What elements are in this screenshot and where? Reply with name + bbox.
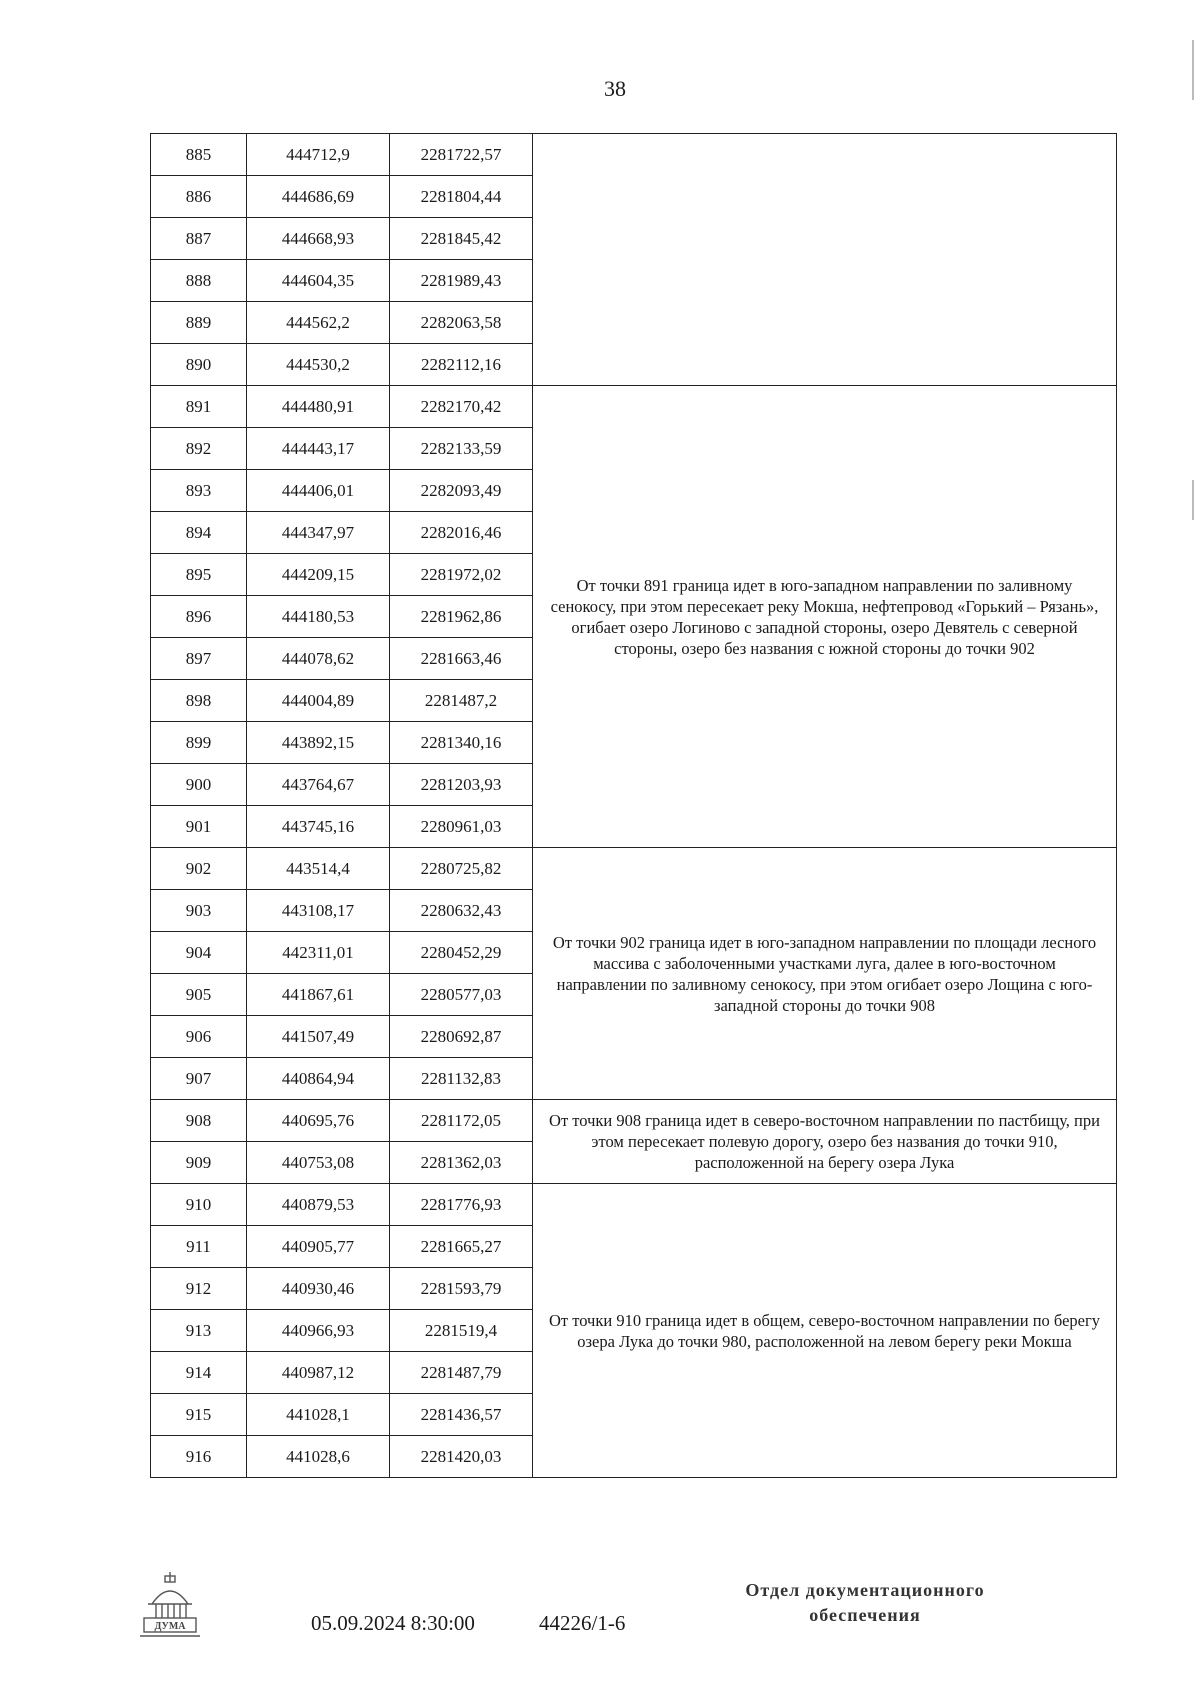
coordinate-y-cell: 2281972,02 bbox=[390, 554, 533, 596]
point-number-cell: 903 bbox=[151, 890, 247, 932]
point-number-cell: 902 bbox=[151, 848, 247, 890]
coordinate-x-cell: 440753,08 bbox=[247, 1142, 390, 1184]
boundary-description-cell: От точки 891 граница идет в юго-западном направлении по заливному сенокосу, при этом пересекает реку Мокша, нефтепровод «Горький – Рязань», огибает озеро Логиново с западной стороны, озеро Девятель с северной стороны, озеро без названия с южной стороны до точки 902 bbox=[533, 386, 1117, 848]
coordinate-x-cell: 440864,94 bbox=[247, 1058, 390, 1100]
point-number-cell: 894 bbox=[151, 512, 247, 554]
coordinate-x-cell: 440879,53 bbox=[247, 1184, 390, 1226]
point-number-cell: 904 bbox=[151, 932, 247, 974]
coordinate-x-cell: 442311,01 bbox=[247, 932, 390, 974]
point-number-cell: 886 bbox=[151, 176, 247, 218]
coordinate-y-cell: 2280632,43 bbox=[390, 890, 533, 932]
coordinate-y-cell: 2281665,27 bbox=[390, 1226, 533, 1268]
point-number-cell: 899 bbox=[151, 722, 247, 764]
point-number-cell: 897 bbox=[151, 638, 247, 680]
coordinate-x-cell: 441867,61 bbox=[247, 974, 390, 1016]
coordinate-y-cell: 2282133,59 bbox=[390, 428, 533, 470]
table-row bbox=[151, 386, 1117, 428]
boundary-coordinates-table bbox=[150, 133, 1117, 1478]
point-number-cell: 892 bbox=[151, 428, 247, 470]
coordinate-y-cell: 2281487,2 bbox=[390, 680, 533, 722]
coordinate-x-cell: 444480,91 bbox=[247, 386, 390, 428]
department-line-1: Отдел документационного bbox=[745, 1580, 985, 1600]
point-number-cell: 908 bbox=[151, 1100, 247, 1142]
footer-document-number: 44226/1-6 bbox=[539, 1611, 626, 1635]
coordinate-x-cell: 443764,67 bbox=[247, 764, 390, 806]
coordinate-x-cell: 444686,69 bbox=[247, 176, 390, 218]
coordinate-x-cell: 444406,01 bbox=[247, 470, 390, 512]
point-number-cell: 901 bbox=[151, 806, 247, 848]
coordinate-x-cell: 444530,2 bbox=[247, 344, 390, 386]
coordinate-y-cell: 2281776,93 bbox=[390, 1184, 533, 1226]
boundary-table-wrapper bbox=[150, 133, 1116, 1478]
coordinate-x-cell: 444443,17 bbox=[247, 428, 390, 470]
coordinate-x-cell: 440987,12 bbox=[247, 1352, 390, 1394]
scan-margin-mark bbox=[1192, 480, 1194, 520]
point-number-cell: 890 bbox=[151, 344, 247, 386]
footer-timestamp: 05.09.2024 8:30:00 bbox=[311, 1611, 475, 1635]
duma-logo-icon bbox=[138, 1570, 202, 1640]
coordinate-y-cell: 2281420,03 bbox=[390, 1436, 533, 1478]
point-number-cell: 915 bbox=[151, 1394, 247, 1436]
coordinate-x-cell: 440966,93 bbox=[247, 1310, 390, 1352]
coordinate-x-cell: 443108,17 bbox=[247, 890, 390, 932]
coordinate-y-cell: 2282016,46 bbox=[390, 512, 533, 554]
coordinate-y-cell: 2282063,58 bbox=[390, 302, 533, 344]
coordinate-x-cell: 444712,9 bbox=[247, 134, 390, 176]
coordinate-y-cell: 2281722,57 bbox=[390, 134, 533, 176]
coordinate-x-cell: 441028,6 bbox=[247, 1436, 390, 1478]
coordinate-y-cell: 2282170,42 bbox=[390, 386, 533, 428]
coordinate-y-cell: 2281203,93 bbox=[390, 764, 533, 806]
coordinate-x-cell: 444209,15 bbox=[247, 554, 390, 596]
coordinate-y-cell: 2280577,03 bbox=[390, 974, 533, 1016]
coordinate-y-cell: 2281436,57 bbox=[390, 1394, 533, 1436]
coordinate-y-cell: 2281845,42 bbox=[390, 218, 533, 260]
coordinate-y-cell: 2280452,29 bbox=[390, 932, 533, 974]
point-number-cell: 912 bbox=[151, 1268, 247, 1310]
coordinate-y-cell: 2281487,79 bbox=[390, 1352, 533, 1394]
department-line-2: обеспечения bbox=[809, 1605, 921, 1625]
coordinate-y-cell: 2280692,87 bbox=[390, 1016, 533, 1058]
point-number-cell: 914 bbox=[151, 1352, 247, 1394]
table-row bbox=[151, 848, 1117, 890]
coordinate-y-cell: 2280961,03 bbox=[390, 806, 533, 848]
coordinate-y-cell: 2281362,03 bbox=[390, 1142, 533, 1184]
coordinate-x-cell: 443745,16 bbox=[247, 806, 390, 848]
coordinate-y-cell: 2281593,79 bbox=[390, 1268, 533, 1310]
coordinate-y-cell: 2281519,4 bbox=[390, 1310, 533, 1352]
coordinate-y-cell: 2282112,16 bbox=[390, 344, 533, 386]
point-number-cell: 911 bbox=[151, 1226, 247, 1268]
coordinate-x-cell: 444604,35 bbox=[247, 260, 390, 302]
coordinate-x-cell: 441028,1 bbox=[247, 1394, 390, 1436]
svg-text:ДУМА: ДУМА bbox=[154, 1621, 186, 1632]
point-number-cell: 885 bbox=[151, 134, 247, 176]
boundary-description-cell: От точки 910 граница идет в общем, северо-восточном направлении по берегу озера Лука до точки 980, расположенной на левом берегу реки Мокша bbox=[533, 1184, 1117, 1478]
coordinate-x-cell: 444078,62 bbox=[247, 638, 390, 680]
coordinate-x-cell: 440930,46 bbox=[247, 1268, 390, 1310]
coordinate-x-cell: 444180,53 bbox=[247, 596, 390, 638]
coordinate-y-cell: 2281172,05 bbox=[390, 1100, 533, 1142]
coordinate-y-cell: 2282093,49 bbox=[390, 470, 533, 512]
coordinate-y-cell: 2281663,46 bbox=[390, 638, 533, 680]
coordinate-x-cell: 441507,49 bbox=[247, 1016, 390, 1058]
point-number-cell: 887 bbox=[151, 218, 247, 260]
coordinate-x-cell: 440905,77 bbox=[247, 1226, 390, 1268]
coordinate-y-cell: 2281132,83 bbox=[390, 1058, 533, 1100]
point-number-cell: 906 bbox=[151, 1016, 247, 1058]
point-number-cell: 893 bbox=[151, 470, 247, 512]
coordinate-y-cell: 2281962,86 bbox=[390, 596, 533, 638]
point-number-cell: 905 bbox=[151, 974, 247, 1016]
point-number-cell: 900 bbox=[151, 764, 247, 806]
table-row bbox=[151, 1184, 1117, 1226]
footer-department-stamp bbox=[690, 1578, 1040, 1628]
coordinate-x-cell: 444004,89 bbox=[247, 680, 390, 722]
point-number-cell: 916 bbox=[151, 1436, 247, 1478]
boundary-description-cell bbox=[533, 134, 1117, 386]
coordinate-x-cell: 443514,4 bbox=[247, 848, 390, 890]
boundary-description-cell: От точки 902 граница идет в юго-западном направлении по площади лесного массива с заболоченными участками луга, далее в юго-восточном направлении по заливному сенокосу, при этом огибает озеро Лощина с юго-западной стороны до точки 908 bbox=[533, 848, 1117, 1100]
point-number-cell: 891 bbox=[151, 386, 247, 428]
point-number-cell: 909 bbox=[151, 1142, 247, 1184]
coordinate-x-cell: 443892,15 bbox=[247, 722, 390, 764]
point-number-cell: 898 bbox=[151, 680, 247, 722]
point-number-cell: 888 bbox=[151, 260, 247, 302]
point-number-cell: 913 bbox=[151, 1310, 247, 1352]
table-row bbox=[151, 134, 1117, 176]
coordinate-y-cell: 2281340,16 bbox=[390, 722, 533, 764]
coordinate-y-cell: 2281804,44 bbox=[390, 176, 533, 218]
point-number-cell: 907 bbox=[151, 1058, 247, 1100]
page-number: 38 bbox=[604, 76, 626, 101]
point-number-cell: 896 bbox=[151, 596, 247, 638]
point-number-cell: 889 bbox=[151, 302, 247, 344]
point-number-cell: 910 bbox=[151, 1184, 247, 1226]
scan-margin-mark bbox=[1192, 40, 1194, 100]
table-row bbox=[151, 1100, 1117, 1142]
coordinate-x-cell: 444562,2 bbox=[247, 302, 390, 344]
point-number-cell: 895 bbox=[151, 554, 247, 596]
boundary-description-cell: От точки 908 граница идет в северо-восточном направлении по пастбищу, при этом пересекает полевую дорогу, озеро без названия до точки 910, расположенной на берегу озера Лука bbox=[533, 1100, 1117, 1184]
coordinate-y-cell: 2281989,43 bbox=[390, 260, 533, 302]
coordinate-x-cell: 444347,97 bbox=[247, 512, 390, 554]
coordinate-y-cell: 2280725,82 bbox=[390, 848, 533, 890]
coordinate-x-cell: 444668,93 bbox=[247, 218, 390, 260]
coordinate-x-cell: 440695,76 bbox=[247, 1100, 390, 1142]
